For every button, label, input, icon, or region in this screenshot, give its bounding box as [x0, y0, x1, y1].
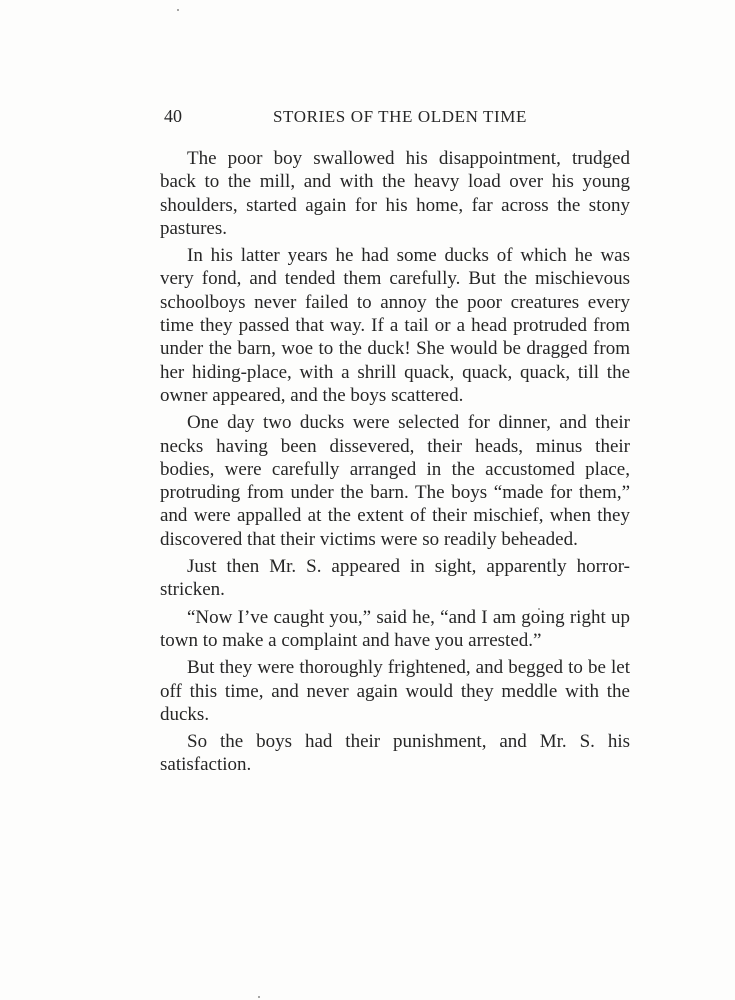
running-head: STORIES OF THE OLDEN TIME [273, 107, 527, 126]
paragraph: In his latter years he had some ducks of which he was very fond, and tended them carefully. But the mischievous schoolboys never failed to annoy the poor creatures every time they passed that way. If a tail or a head protruded from under the barn, woe to the duck! She would be dragged from her hiding-place, with a shrill quack, quack, quack, till the owner appeared, and the boys scattered. [160, 245, 630, 406]
print-speck [258, 996, 260, 998]
paragraph: One day two ducks were selected for dinner, and their necks having been dissevered, their heads, minus their bodies, were carefully arranged in the accustomed place, protruding from under the barn. The boys “made for them,” and were appalled at the extent of their mischief, when they discovered that their victims were so readily beheaded. [160, 412, 630, 550]
page-header [160, 106, 630, 136]
page-number: 40 [164, 106, 182, 126]
paragraph: Just then Mr. S. appeared in sight, apparently horror-stricken. [160, 556, 630, 601]
paragraph: “Now I’ve caught you,” said he, “and I am going right up town to make a complaint and have you arrested.” [160, 606, 630, 651]
paragraph: But they were thoroughly frightened, and begged to be let off this time, and never again would they meddle with the ducks. [160, 657, 630, 725]
paragraph: So the boys had their punishment, and Mr. S. his satisfaction. [160, 731, 630, 776]
print-speck [177, 9, 179, 11]
body-text [160, 147, 630, 777]
paragraph: The poor boy swallowed his disappointment, trudged back to the mill, and with the heavy load over his young shoulders, started again for his home, far across the stony pastures. [160, 148, 630, 239]
book-page [160, 106, 630, 778]
